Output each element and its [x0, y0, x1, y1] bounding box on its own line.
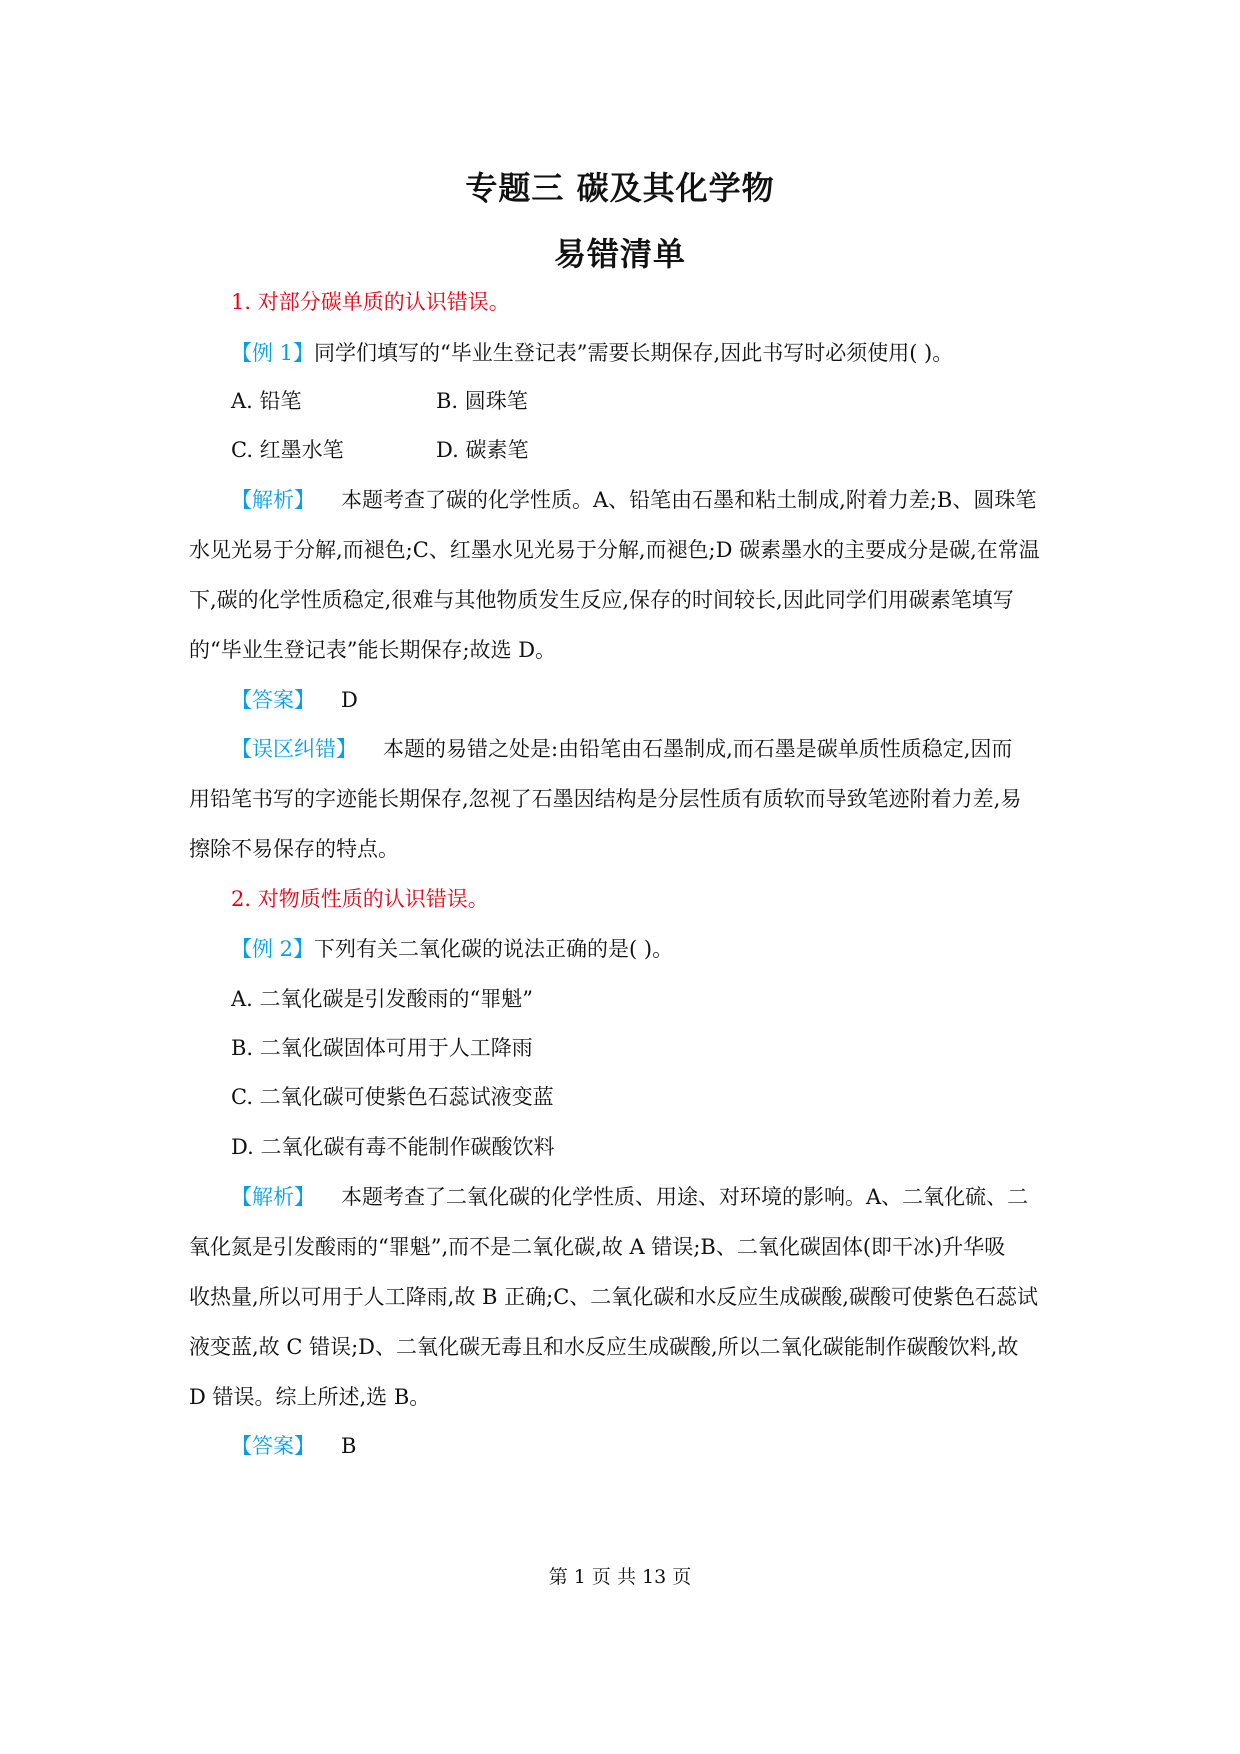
option-c: C. 红墨水笔	[231, 438, 344, 462]
analysis-line: D 错误。综上所述,选 B。	[189, 1385, 431, 1409]
section2-example	[231, 935, 673, 963]
option-d: D. 碳素笔	[436, 438, 529, 462]
answer-value: D	[341, 688, 358, 712]
analysis-line: 【解析】 本题考查了碳的化学性质。A、铅笔由石墨和粘土制成,附着力差;B、圆珠笔	[231, 488, 1037, 512]
section1-example	[231, 339, 953, 367]
answer-line	[231, 686, 358, 714]
page-footer: 第 1 页 共 13 页	[548, 1566, 692, 1588]
page-subtitle: 易错清单	[553, 235, 686, 273]
error-correction-tag: 【误区纠错】	[231, 737, 357, 761]
analysis-line: 收热量,所以可用于人工降雨,故 B 正确;C、二氧化碳和水反应生成碳酸,碳酸可使紫色石蕊试	[189, 1285, 1038, 1309]
section2-heading: 2. 对物质性质的认识错误。	[231, 887, 489, 911]
analysis-line: 水见光易于分解,而褪色;C、红墨水见光易于分解,而褪色;D 碳素墨水的主要成分是碳,在常温	[189, 538, 1040, 562]
answer-line	[231, 1432, 356, 1460]
analysis-line: 【解析】 本题考查了二氧化碳的化学性质、用途、对环境的影响。A、二氧化硫、二	[231, 1185, 1029, 1209]
example-question: 下列有关二氧化碳的说法正确的是( )。	[314, 937, 674, 961]
example-tag: 【例 2】	[231, 937, 315, 961]
answer-tag: 【答案】	[231, 688, 315, 712]
option-a: A. 二氧化碳是引发酸雨的“罪魁”	[231, 987, 533, 1011]
page-title: 专题三 碳及其化学物	[465, 169, 775, 207]
option-a: A. 铅笔	[231, 389, 302, 413]
error-correction-line: 【误区纠错】 本题的易错之处是:由铅笔由石墨制成,而石墨是碳单质性质稳定,因而	[231, 737, 1013, 761]
option-c: C. 二氧化碳可使紫色石蕊试液变蓝	[231, 1085, 554, 1109]
analysis-line: 液变蓝,故 C 错误;D、二氧化碳无毒且和水反应生成碳酸,所以二氧化碳能制作碳酸饮料,故	[189, 1335, 1019, 1359]
section1-heading: 1. 对部分碳单质的认识错误。	[231, 290, 510, 314]
option-d: D. 二氧化碳有毒不能制作碳酸饮料	[231, 1135, 555, 1159]
analysis-line: 的“毕业生登记表”能长期保存;故选 D。	[189, 638, 557, 662]
option-b: B. 圆珠笔	[436, 389, 528, 413]
example-question: 同学们填写的“毕业生登记表”需要长期保存,因此书写时必须使用( )。	[314, 341, 954, 365]
analysis-tag: 【解析】	[231, 1185, 315, 1209]
analysis-line: 氧化氮是引发酸雨的“罪魁”,而不是二氧化碳,故 A 错误;B、二氧化碳固体(即干冰)升华吸	[189, 1235, 1006, 1259]
error-correction-line: 擦除不易保存的特点。	[189, 837, 399, 861]
answer-value: B	[341, 1434, 357, 1458]
answer-tag: 【答案】	[231, 1434, 315, 1458]
option-b: B. 二氧化碳固体可用于人工降雨	[231, 1036, 533, 1060]
example-tag: 【例 1】	[231, 341, 315, 365]
analysis-tag: 【解析】	[231, 488, 315, 512]
error-correction-line: 用铅笔书写的字迹能长期保存,忽视了石墨因结构是分层性质有质软而导致笔迹附着力差,易	[189, 787, 1022, 811]
analysis-line: 下,碳的化学性质稳定,很难与其他物质发生反应,保存的时间较长,因此同学们用碳素笔填写	[189, 588, 1014, 612]
